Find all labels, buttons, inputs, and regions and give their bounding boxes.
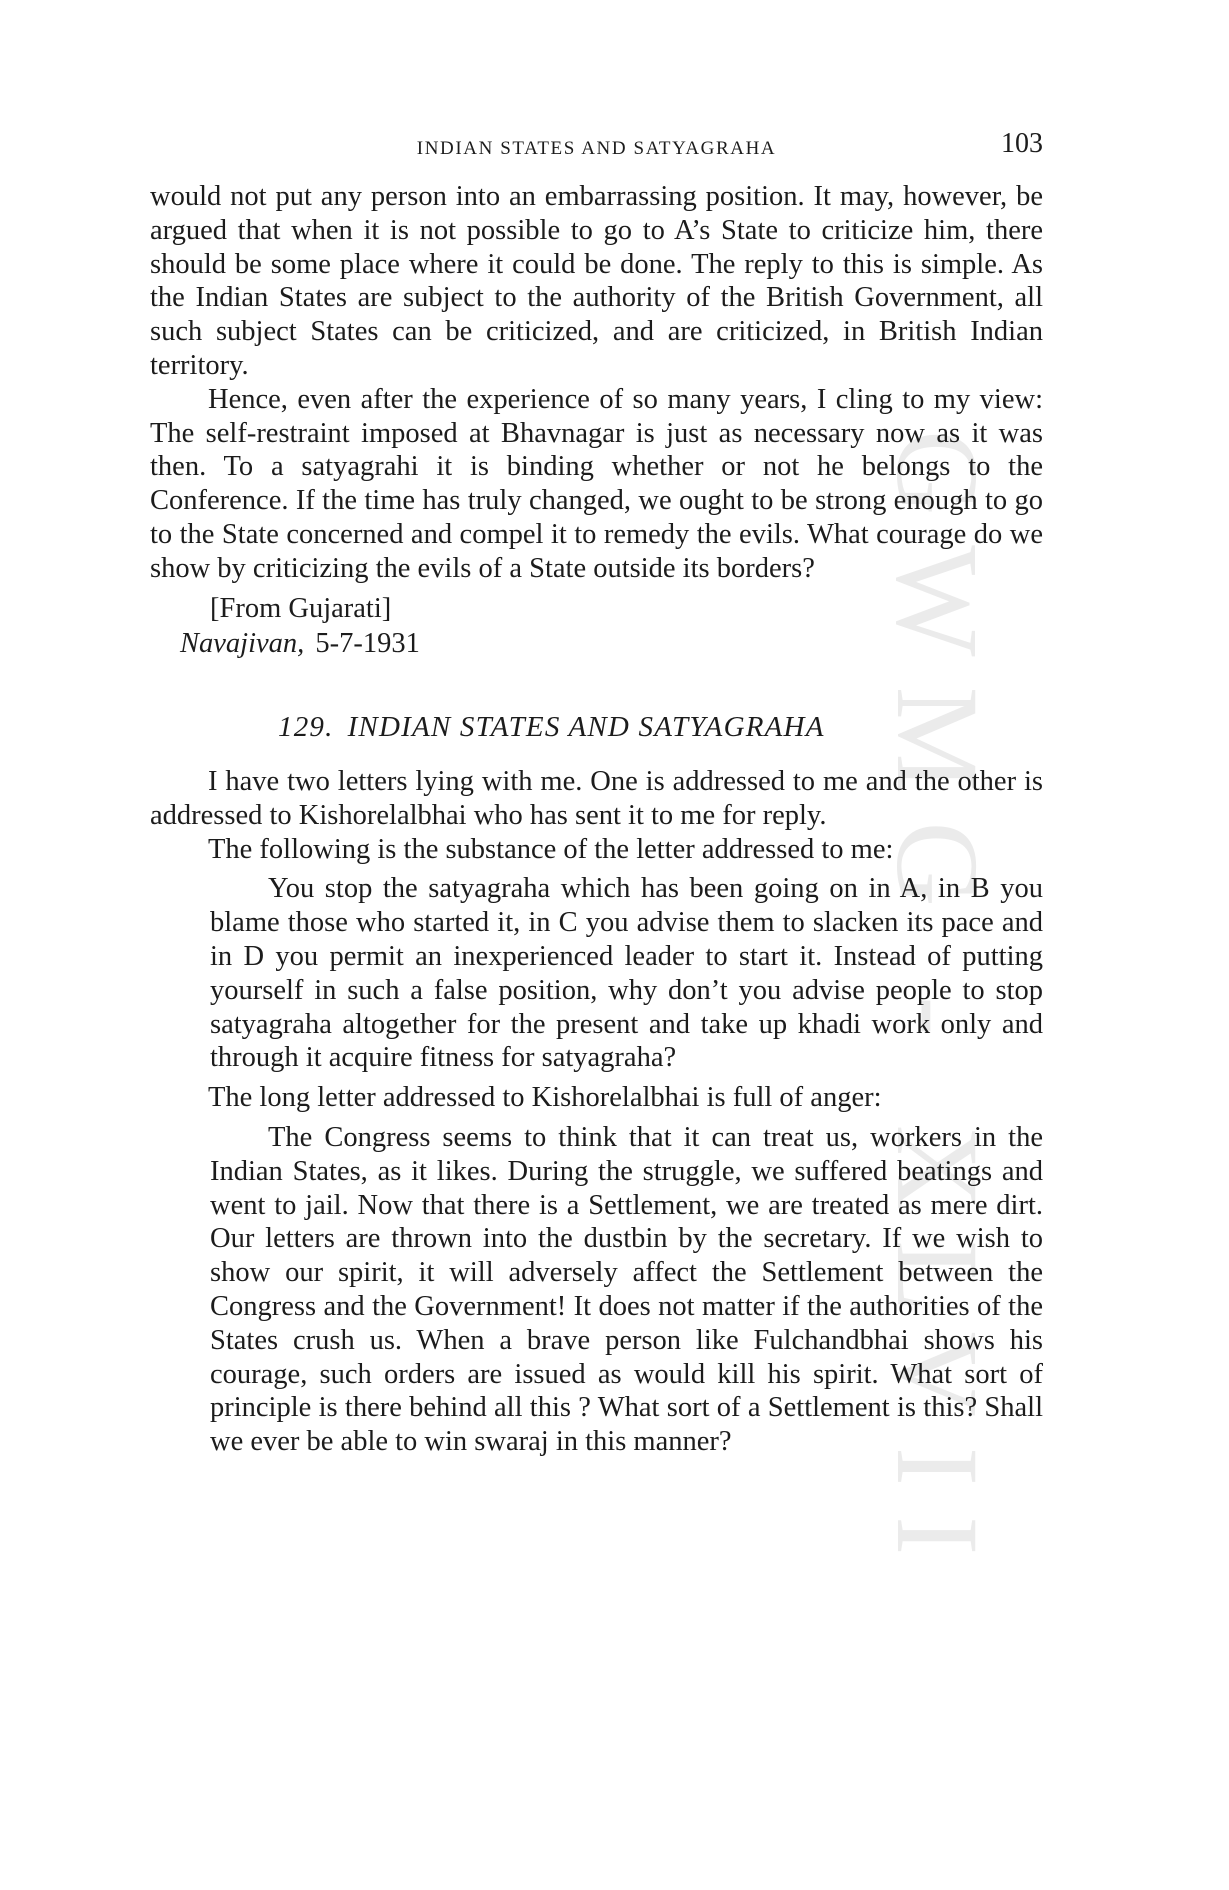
quoted-letter-2: The Congress seems to think that it can treat us, workers in the Indian States, as it likes. During the struggle, we suffered beatings and went to jail. Now that there is a Settlement, we are treated as mere dirt. Our letters are thrown into the dustbin by the secretary. If we wish to show our spirit, it will adversely affect the Settlement between the Congress and the Government! It does not matter if the authorities of the States crush us. When a brave person like Fulchandbhai shows his courage, such orders are issued as would kill his spirit. What sort of principle is there behind all this ? What sort of a Settlement is this? Shall we ever be able to win swaraj in this manner? xyxy=(210,1121,1043,1458)
page-number: 103 xyxy=(1001,128,1043,159)
page-header xyxy=(150,128,1043,168)
paragraph-substance: The following is the substance of the letter addressed to me: xyxy=(208,833,894,865)
watermark: GWMG - XLVII xyxy=(872,430,1003,1586)
section-title: INDIAN STATES AND SATYAGRAHA xyxy=(347,711,825,744)
publication-name: Navajivan, xyxy=(180,628,305,660)
dateline xyxy=(180,627,1043,661)
paragraph-two-letters: I have two letters lying with me. One is addressed to me and the other is addressed to Kishorelalbhai who has sent it to me for reply. xyxy=(150,765,1043,831)
publication-date: 5-7-1931 xyxy=(315,628,420,660)
paragraph-long-letter: The long letter addressed to Kishorelalbhai is full of anger: xyxy=(208,1082,882,1114)
continued-paragraph: would not put any person into an embarrassing position. It may, however, be argued that when it is not possible to go to A’s State to criticize him, there should be some place where it could be done. The reply to this is simple. As the Indian States are subject to the authority of the British Government, all such subject States can be criticized, and are criticized, in British Indian territory. xyxy=(150,181,1043,381)
quoted-letter-1: You stop the satyagraha which has been going on in A, in B you blame those who started it, in C you advise them to slacken its pace and in D you permit an inexperienced leader to start it. Instead of putting yourself in such a false position, why don’t you advise people to stop satyagraha altogether for the present and take up khadi work only and through it acquire fitness for satyagraha? xyxy=(210,873,1043,1074)
page-body xyxy=(150,180,1043,1465)
source-note: [From Gujarati] xyxy=(210,592,392,624)
section-number: 129. xyxy=(278,711,334,744)
paragraph-hence: Hence, even after the experience of so many years, I cling to my view: The self-restraint imposed at Bhavnagar is just as necessary now as it was then. To a satyagrahi it is binding whether or not he belongs to the Conference. If the time has truly changed, we ought to be strong enough to go to the State concerned and compel it to remedy the evils. What courage do we show by criticizing the evils of a State outside its borders? xyxy=(150,383,1043,584)
running-title: INDIAN STATES AND SATYAGRAHA xyxy=(416,138,777,159)
section-heading xyxy=(278,711,1043,745)
